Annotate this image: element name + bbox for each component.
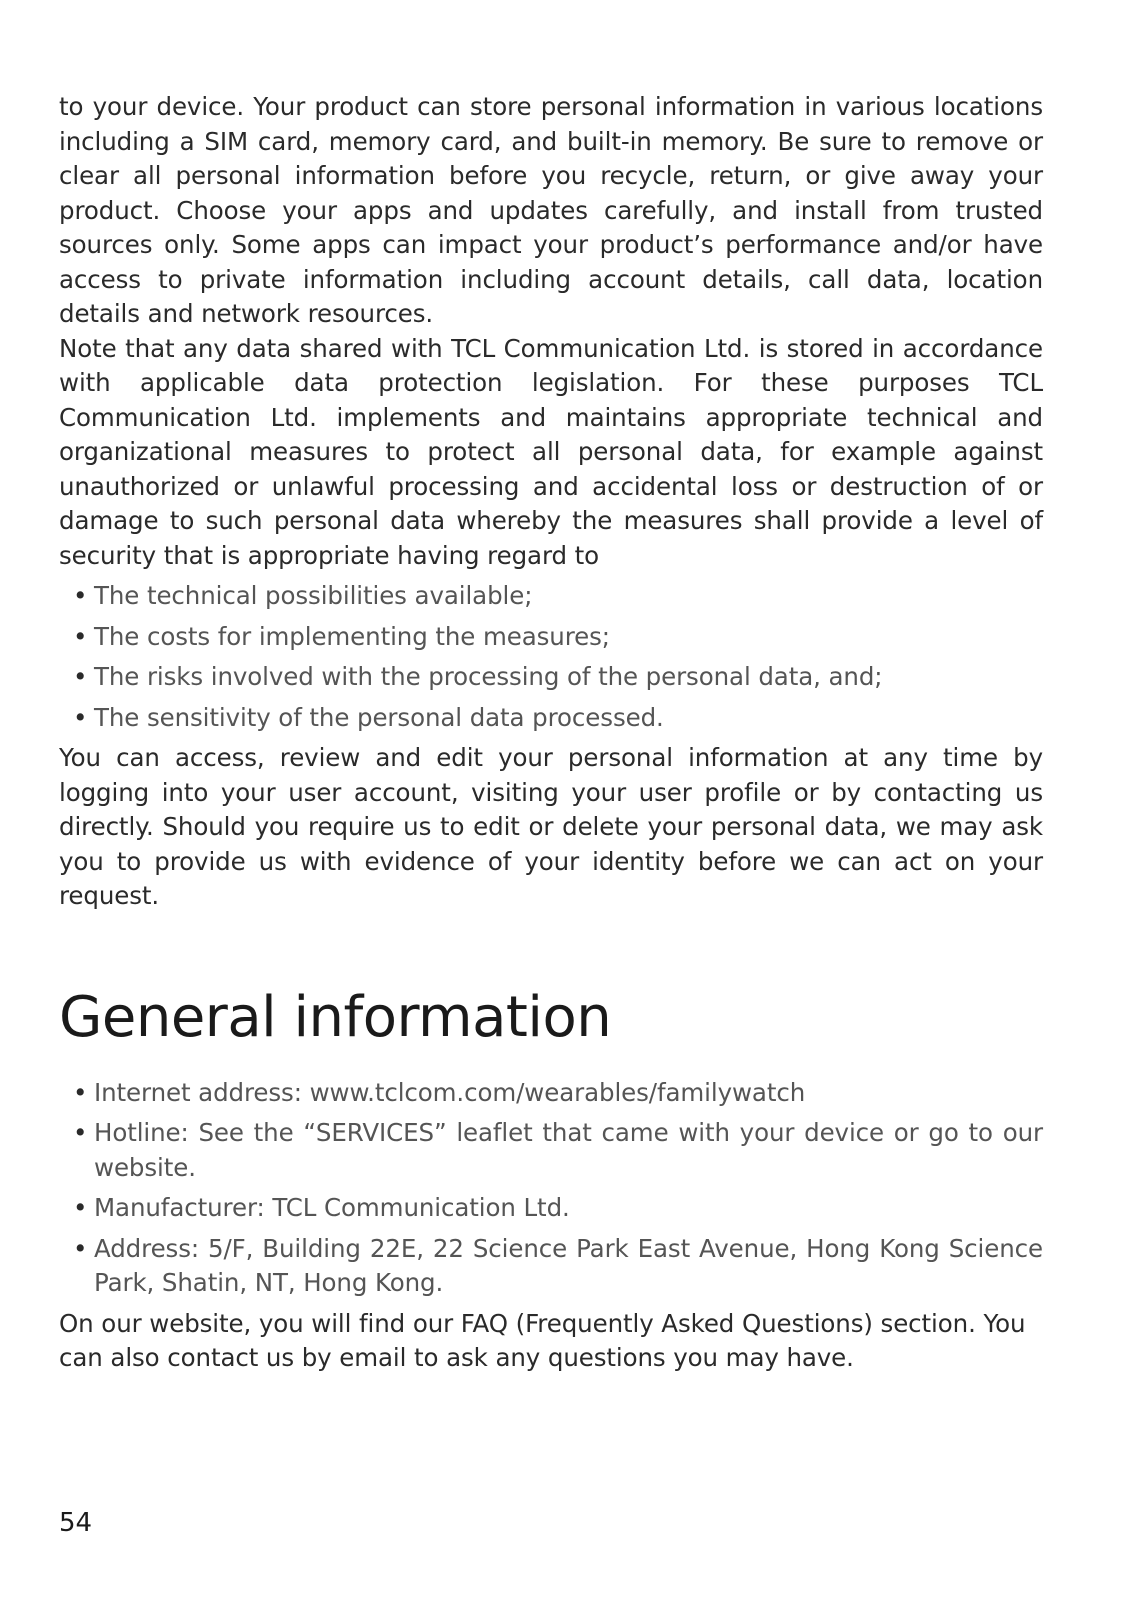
bullet-icon: • [73, 1193, 88, 1222]
bullet-icon: • [73, 702, 88, 732]
bullet-icon: • [73, 581, 88, 610]
document-page [59, 90, 1043, 1376]
list-item: • Manufacturer: TCL Communication Ltd. [59, 1191, 1043, 1226]
bullet-icon: • [73, 662, 88, 691]
privacy-paragraph-2: Note that any data shared with TCL Communication Ltd. is stored in accordance with applicable data protection legislation. For these purposes TCL Communication Ltd. implements and maintains appropriate technical and organizational measures to protect all personal data, for example against unauthorized or unlawful processing and accidental loss or destruction of or damage to such personal data whereby the measures shall provide a level of security that is appropriate having regard to [59, 333, 1043, 570]
bullet-icon: • [73, 621, 88, 651]
list-item: • The risks involved with the processing of the personal data, and; [59, 660, 1043, 695]
section-title: General information [59, 984, 612, 1050]
privacy-paragraph-3: You can access, review and edit your personal information at any time by logging into your user account, visiting your user profile or by contacting us directly. Should you require us to edit or delete your personal data, we may ask you to provide us with evidence of your identity before we can act on your request. [59, 743, 1043, 910]
list-item: • The technical possibilities available; [59, 579, 1043, 614]
bullet-icon: • [73, 1077, 88, 1107]
list-item: • The sensitivity of the personal data processed. [59, 701, 1043, 736]
list-item: • Internet address: www.tclcom.com/wearables/familywatch [59, 1076, 1043, 1111]
list-item: • Hotline: See the “SERVICES” leaflet that came with your device or go to our website. [73, 1118, 1043, 1182]
general-closing-paragraph: On our website, you will find our FAQ (Frequently Asked Questions) section. You can also contact us by email to ask any questions you may have. [59, 1308, 1026, 1372]
general-info-list [59, 1076, 1043, 1301]
list-item: • Address: 5/F, Building 22E, 22 Science Park East Avenue, Hong Kong Science Park, Shatin, NT, Hong Kong. [73, 1233, 1043, 1297]
privacy-paragraph-1: to your device. Your product can store personal information in various locations including a SIM card, memory card, and built-in memory. Be sure to remove or clear all personal information before you recycle, return, or give away your product. Choose your apps and updates carefully, and install from trusted sources only. Some apps can impact your product’s performance and/or have access to private information including account details, call data, location details and network resources. [59, 92, 1043, 328]
security-considerations-list [59, 579, 1043, 735]
bullet-icon: • [73, 1118, 88, 1147]
list-item: • The costs for implementing the measures; [59, 620, 1043, 655]
page-number: 54 [59, 1508, 93, 1538]
bullet-icon: • [73, 1233, 88, 1263]
